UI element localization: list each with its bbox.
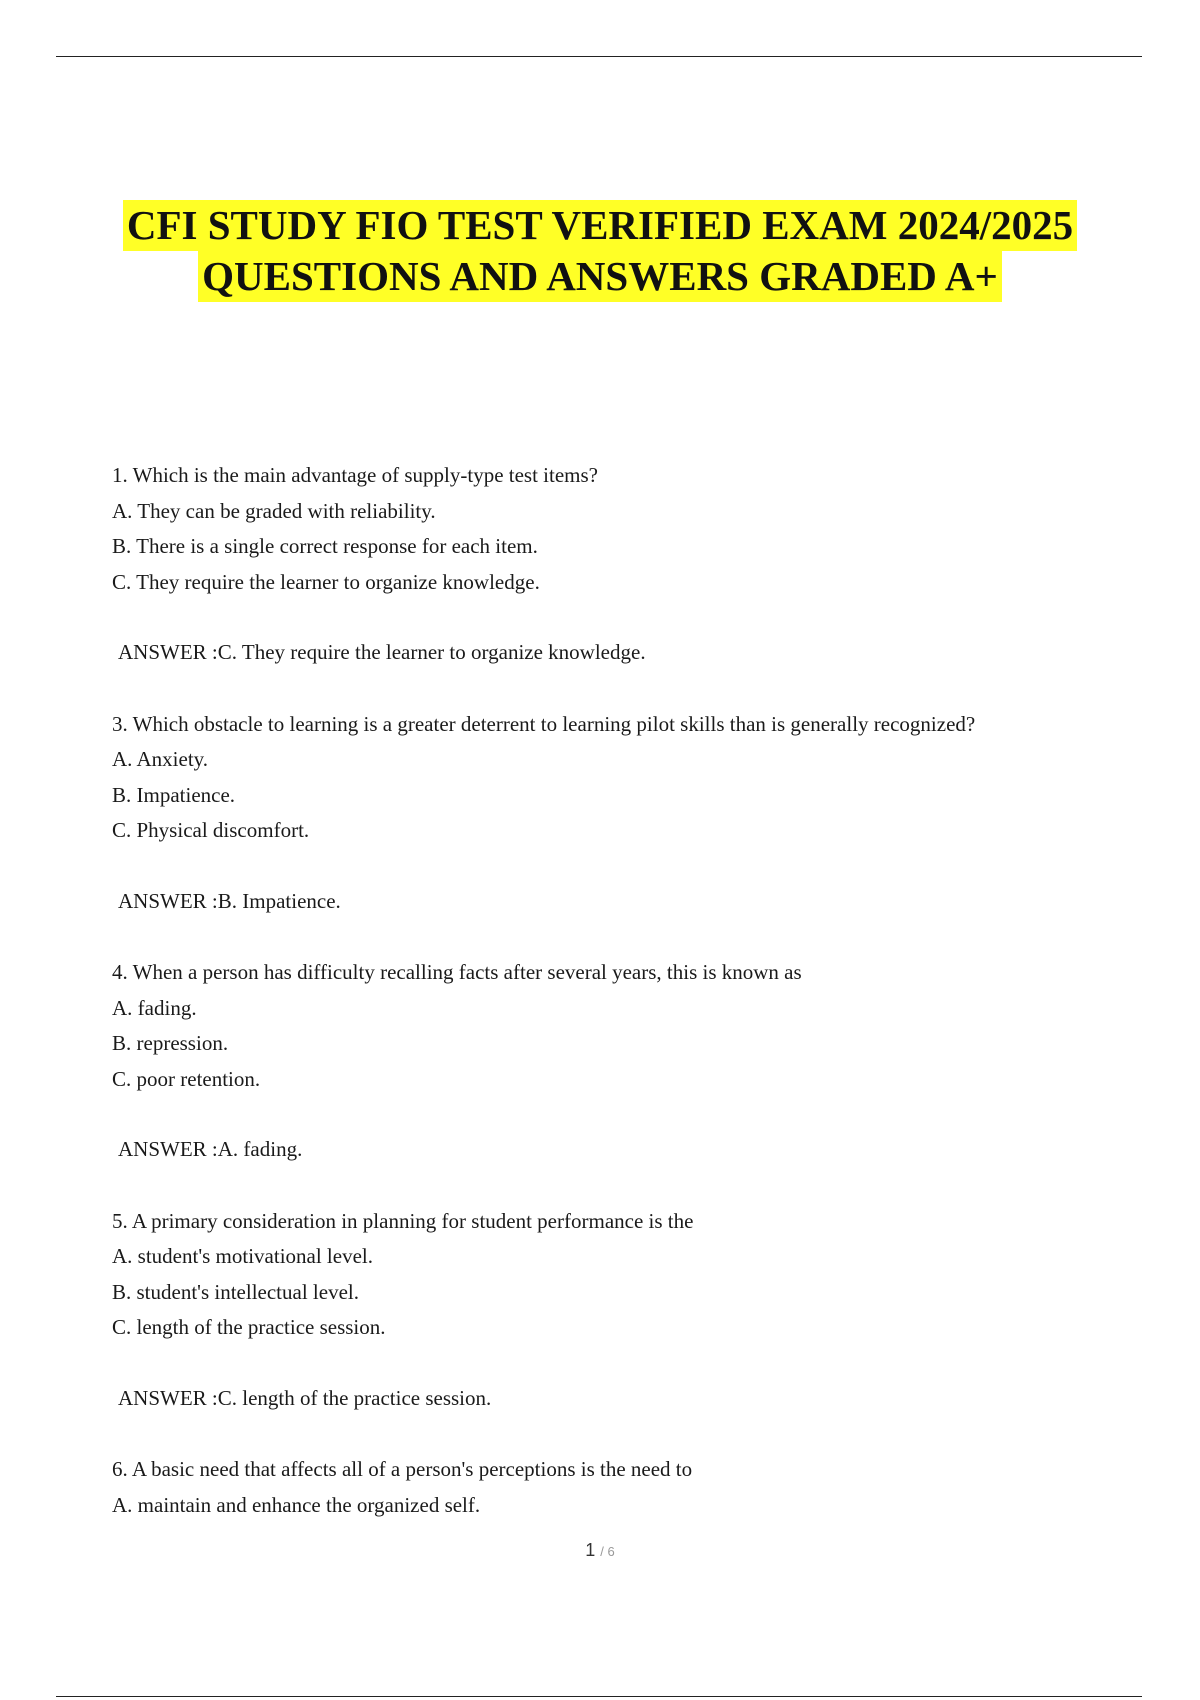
option-a: A. maintain and enhance the organized self. [112,1492,481,1517]
title-line-2: QUESTIONS AND ANSWERS GRADED A+ [198,251,1002,302]
option-a: A. fading. [112,995,197,1020]
option-a: A. They can be graded with reliability. [112,498,436,523]
question-text: 5. A primary consideration in planning for student performance is the [112,1208,694,1233]
answer-text: ANSWER :B. Impatience. [118,888,341,913]
question-text: 6. A basic need that affects all of a person's perceptions is the need to [112,1457,693,1481]
option-b: B. student's intellectual level. [112,1279,359,1304]
option-c: C. length of the practice session. [112,1315,386,1339]
page-indicator [0,1540,1200,1561]
title-line-1: CFI STUDY FIO TEST VERIFIED EXAM 2024/2025 [123,200,1077,251]
question-text: 4. When a person has difficulty recalling facts after several years, this is known as [112,960,802,984]
question-text: 3. Which obstacle to learning is a greater deterrent to learning pilot skills than is generally recognized? [112,711,976,736]
option-a: A. student's motivational level. [112,1244,373,1268]
answer-text: ANSWER :A. fading. [118,1137,303,1161]
question-block-4 [112,955,1142,1168]
question-text: 1. Which is the main advantage of supply-type test items? [112,463,598,487]
current-page: 1 [585,1540,596,1560]
option-c: C. Physical discomfort. [112,818,310,842]
option-c: C. poor retention. [112,1066,261,1091]
answer-text: ANSWER :C. length of the practice session. [118,1385,492,1410]
document-title [0,200,1200,302]
questions-list [112,458,1142,1523]
bottom-rule [56,1696,1142,1697]
question-block-6 [112,1452,1142,1523]
answer-text: ANSWER :C. They require the learner to organize knowledge. [118,640,646,664]
top-rule [56,56,1142,57]
option-c: C. They require the learner to organize knowledge. [112,569,540,594]
option-a: A. Anxiety. [112,747,209,771]
option-b: B. Impatience. [112,782,236,807]
question-block-1 [112,458,1142,671]
option-b: B. There is a single correct response for each item. [112,534,538,558]
option-b: B. repression. [112,1031,229,1055]
question-block-5 [112,1204,1142,1417]
total-pages: / 6 [600,1544,615,1559]
question-block-3 [112,707,1142,920]
